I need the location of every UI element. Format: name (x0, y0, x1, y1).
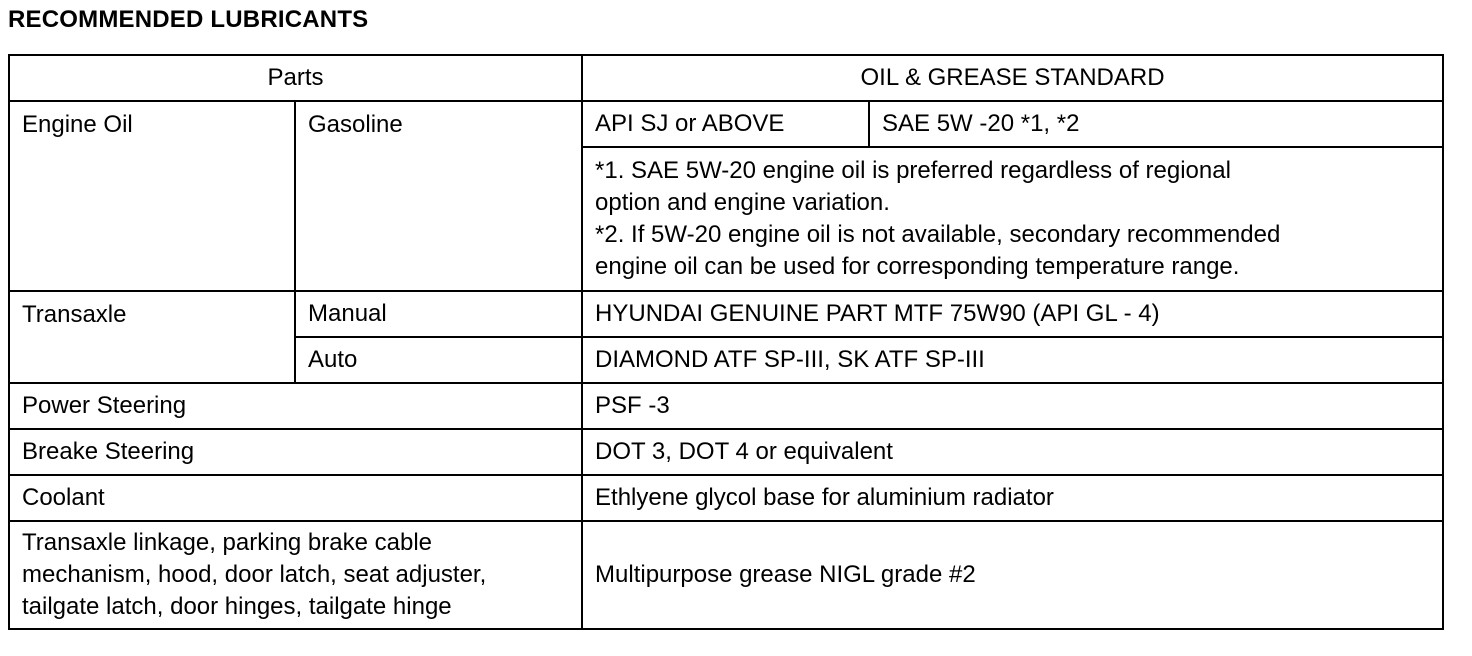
transaxle-part: Transaxle (9, 291, 295, 383)
transaxle-manual-label: Manual (295, 291, 582, 337)
power-steering-part: Power Steering (9, 383, 582, 429)
header-parts: Parts (9, 55, 582, 101)
power-steering-value: PSF -3 (582, 383, 1443, 429)
engine-oil-notes (582, 147, 1443, 291)
table-row (9, 475, 1443, 521)
engine-oil-note-line: *1. SAE 5W-20 engine oil is preferred regardless of regional (595, 157, 1231, 184)
linkage-parts (9, 521, 582, 629)
table-row (9, 383, 1443, 429)
header-row (9, 55, 1443, 101)
table-row (9, 101, 1443, 147)
linkage-line: Transaxle linkage, parking brake cable (22, 529, 433, 556)
lubricants-table (8, 54, 1444, 630)
engine-oil-note-line: option and engine variation. (595, 189, 890, 216)
linkage-line: mechanism, hood, door latch, seat adjuster, (22, 561, 487, 588)
page-title: RECOMMENDED LUBRICANTS (8, 6, 369, 33)
transaxle-auto-label: Auto (295, 337, 582, 383)
table-row (9, 429, 1443, 475)
header-oil-grease-standard: OIL & GREASE STANDARD (582, 55, 1443, 101)
breake-steering-part: Breake Steering (9, 429, 582, 475)
table-row (9, 521, 1443, 629)
engine-oil-note-line: engine oil can be used for corresponding temperature range. (595, 253, 1240, 280)
engine-oil-api-grade: API SJ or ABOVE (582, 101, 869, 147)
transaxle-manual-value: HYUNDAI GENUINE PART MTF 75W90 (API GL - 4) (582, 291, 1443, 337)
engine-oil-note-line: *2. If 5W-20 engine oil is not available, secondary recommended (595, 221, 1281, 248)
linkage-line: tailgate latch, door hinges, tailgate hinge (22, 593, 452, 620)
coolant-part: Coolant (9, 475, 582, 521)
engine-oil-part: Engine Oil (9, 101, 295, 291)
transaxle-auto-value: DIAMOND ATF SP-III, SK ATF SP-III (582, 337, 1443, 383)
engine-oil-gasoline: Gasoline (295, 101, 582, 291)
engine-oil-sae-grade: SAE 5W -20 *1, *2 (869, 101, 1443, 147)
coolant-value: Ethlyene glycol base for aluminium radiator (582, 475, 1443, 521)
linkage-value: Multipurpose grease NIGL grade #2 (582, 521, 1443, 629)
breake-steering-value: DOT 3, DOT 4 or equivalent (582, 429, 1443, 475)
table-row (9, 291, 1443, 337)
